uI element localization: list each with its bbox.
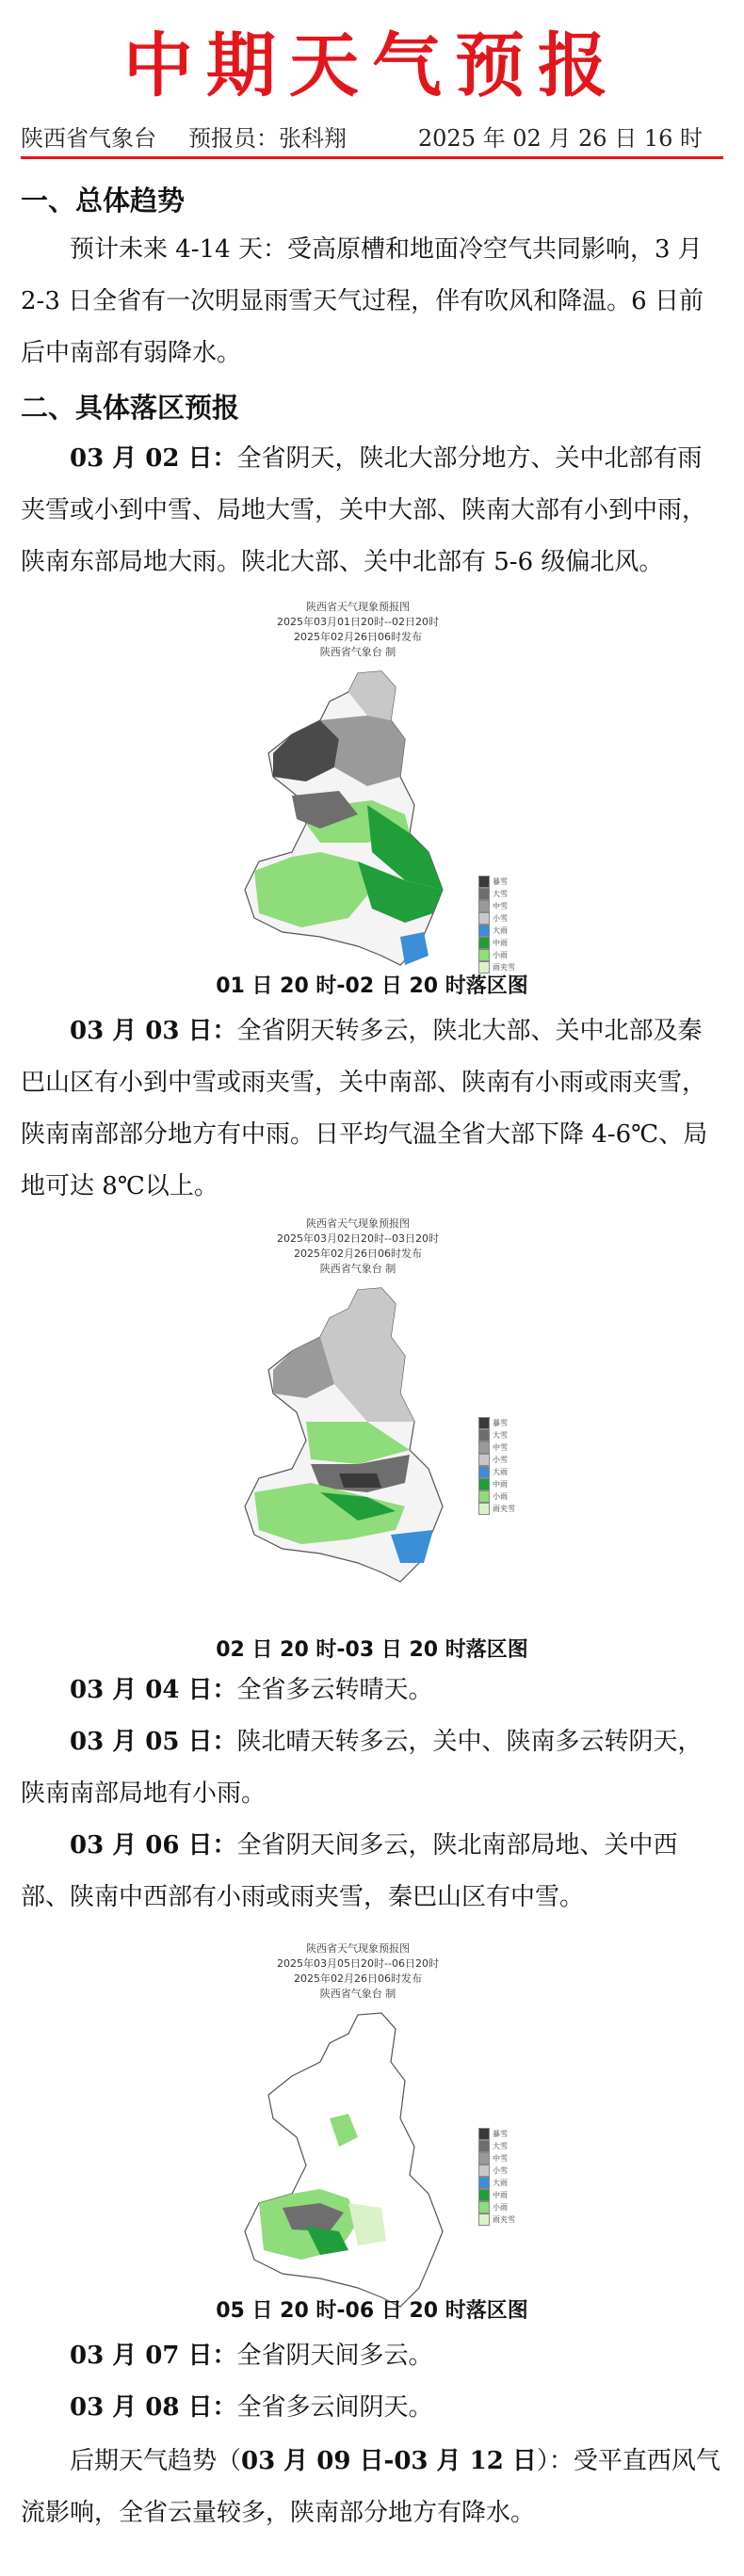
map-1-head2: 2025年03月01日20时--02日20时 [277, 616, 439, 628]
legend-item: 中雪 [478, 2152, 535, 2165]
map-1-caption: 01 日 20 时-02 日 20 时落区图 [216, 974, 528, 998]
header-divider [21, 156, 723, 159]
legend-item: 大雨 [478, 2177, 535, 2189]
later-trend-prefix: 后期天气趋势（ [70, 2447, 242, 2475]
page-title: 中期天气预报 [123, 25, 621, 106]
day-0306-paragraph [21, 1820, 725, 1924]
legend-swatch [478, 900, 490, 912]
legend-swatch [478, 1454, 490, 1466]
day-0305-text: 陕北晴天转多云，关中、陕南多云转阴天，陕南南部局地有小雨。 [21, 1728, 703, 1808]
header-line [21, 122, 723, 154]
legend-item: 小雨 [478, 2201, 535, 2214]
legend-item: 大雪 [478, 1429, 535, 1441]
overall-heading: 一、总体趋势 [21, 185, 186, 217]
legend-swatch [478, 888, 490, 900]
legend-item: 雨夹雪 [478, 961, 535, 974]
issuing-office: 陕西省气象台 [21, 125, 156, 152]
map-1-header [235, 600, 480, 660]
legend-swatch [478, 2189, 490, 2201]
legend-item: 暴雪 [478, 1417, 535, 1429]
map-1-legend [478, 876, 535, 974]
map-2-head1: 陕西省天气现象预报图 [306, 1217, 410, 1230]
map-2-caption: 02 日 20 时-03 日 20 时落区图 [216, 1638, 528, 1662]
legend-item: 小雨 [478, 1490, 535, 1503]
day-0302-paragraph [21, 433, 725, 588]
map-2-head4: 陕西省气象台 制 [319, 1263, 396, 1275]
map-3-head3: 2025年02月26日06时发布 [294, 1972, 422, 1985]
legend-item: 小雪 [478, 2165, 535, 2177]
issue-date: 2025 年 02 月 26 日 16 时 [417, 125, 703, 152]
map-1-image [217, 664, 499, 984]
day-0304-date: 03 月 04 日： [70, 1676, 237, 1704]
map-1-head3: 2025年02月26日06时发布 [294, 631, 422, 643]
day-0308-date: 03 月 08 日： [70, 2393, 237, 2422]
day-0307-date: 03 月 07 日： [70, 2342, 237, 2370]
legend-item: 小雪 [478, 912, 535, 925]
overall-text: 预计未来 4-14 天：受高原槽和地面冷空气共同影响，3 月 2-3 日全省有一次明显雨雪天气过程，伴有吹风和降温。6 日前后中南部有弱降水。 [21, 235, 704, 367]
day-0306-text: 全省阴天间多云，陕北南部局地、关中西部、陕南中西部有小雨或雨夹雪，秦巴山区有中雪。 [21, 1831, 678, 1911]
day-0304-paragraph [21, 1665, 725, 1716]
day-0307-text: 全省阴天间多云。 [236, 2342, 433, 2370]
legend-item: 中雨 [478, 2189, 535, 2201]
legend-item: 大雨 [478, 1466, 535, 1478]
day-0303-paragraph [21, 1006, 725, 1213]
day-0304-text: 全省多云转晴天。 [236, 1676, 433, 1704]
map-2-head2: 2025年03月02日20时--03日20时 [277, 1232, 439, 1245]
legend-swatch [478, 1478, 490, 1490]
legend-swatch [478, 1429, 490, 1441]
legend-swatch [478, 2201, 490, 2214]
map-3-head2: 2025年03月05日20时--06日20时 [277, 1957, 439, 1970]
legend-item: 中雨 [478, 937, 535, 949]
day-0305-date: 03 月 05 日： [70, 1728, 237, 1756]
legend-swatch [478, 1441, 490, 1454]
map-3-head1: 陕西省天气现象预报图 [306, 1942, 410, 1955]
map-2-head3: 2025年02月26日06时发布 [294, 1248, 422, 1260]
legend-swatch [478, 2152, 490, 2165]
map-3-legend [478, 2128, 535, 2226]
day-0302-text: 全省阴天，陕北大部分地方、关中北部有雨夹雪或小到中雪、局地大雪，关中大部、陕南大部有小到中雨，陕南东部局地大雨。陕北大部、关中北部有 5-6 级偏北风。 [21, 444, 707, 576]
legend-item: 中雪 [478, 900, 535, 912]
legend-item: 雨夹雪 [478, 1503, 535, 1515]
legend-item: 暴雪 [478, 876, 535, 888]
legend-swatch [478, 2177, 490, 2189]
map-2 [217, 1215, 537, 1610]
day-0308-paragraph [21, 2382, 725, 2434]
map-2-legend [478, 1417, 535, 1515]
legend-swatch [478, 937, 490, 949]
map-1 [217, 598, 537, 993]
legend-swatch [478, 1417, 490, 1429]
day-0307-paragraph [21, 2330, 725, 2382]
legend-item: 大雪 [478, 2140, 535, 2152]
legend-swatch [478, 1466, 490, 1478]
legend-swatch [478, 2165, 490, 2177]
legend-swatch [478, 2128, 490, 2140]
map-1-head4: 陕西省气象台 制 [319, 646, 396, 658]
legend-swatch [478, 949, 490, 961]
later-trend-range: 03 月 09 日-03 月 12 日 [241, 2447, 537, 2475]
legend-swatch [478, 1490, 490, 1503]
legend-swatch [478, 912, 490, 925]
map-3-header [235, 1941, 480, 2002]
map-2-header [235, 1216, 480, 1277]
legend-item: 暴雪 [478, 2128, 535, 2140]
day-0306-date: 03 月 06 日： [70, 1831, 237, 1860]
legend-item: 小雨 [478, 949, 535, 961]
map-1-head1: 陕西省天气现象预报图 [306, 601, 410, 613]
map-3-head4: 陕西省气象台 制 [319, 1988, 396, 2000]
legend-item: 中雪 [478, 1441, 535, 1454]
map-2-image [217, 1280, 499, 1601]
legend-item: 大雨 [478, 925, 535, 937]
detail-heading: 二、具体落区预报 [21, 392, 240, 424]
day-0303-text: 全省阴天转多云，陕北大部、关中北部及秦巴山区有小到中雪或雨夹雪，关中南部、陕南有小雨或雨夹雪，陕南南部部分地方有中雨。日平均气温全省大部下降 4-6℃、局地可达 8℃以上。 [21, 1017, 708, 1200]
forecaster: 预报员：张科翔 [188, 125, 347, 152]
legend-swatch [478, 1503, 490, 1515]
map-3-caption: 05 日 20 时-06 日 20 时落区图 [216, 2299, 528, 2323]
day-0308-text: 全省多云间阴天。 [236, 2393, 433, 2422]
map-3-image [217, 2005, 499, 2326]
day-0302-date: 03 月 02 日： [70, 444, 237, 473]
legend-swatch [478, 925, 490, 937]
legend-swatch [478, 876, 490, 888]
later-trend-text: ）：受平直西风气流影响，全省云量较多，陕南部分地方有降水。 [21, 2447, 720, 2527]
day-0305-paragraph [21, 1716, 725, 1820]
legend-item: 小雪 [478, 1454, 535, 1466]
legend-item: 雨夹雪 [478, 2214, 535, 2226]
later-trend-paragraph [21, 2436, 725, 2539]
legend-swatch [478, 2140, 490, 2152]
map-3 [217, 1940, 537, 2335]
day-0303-date: 03 月 03 日： [70, 1017, 237, 1045]
legend-swatch [478, 2214, 490, 2226]
legend-item: 中雨 [478, 1478, 535, 1490]
legend-item: 大雪 [478, 888, 535, 900]
